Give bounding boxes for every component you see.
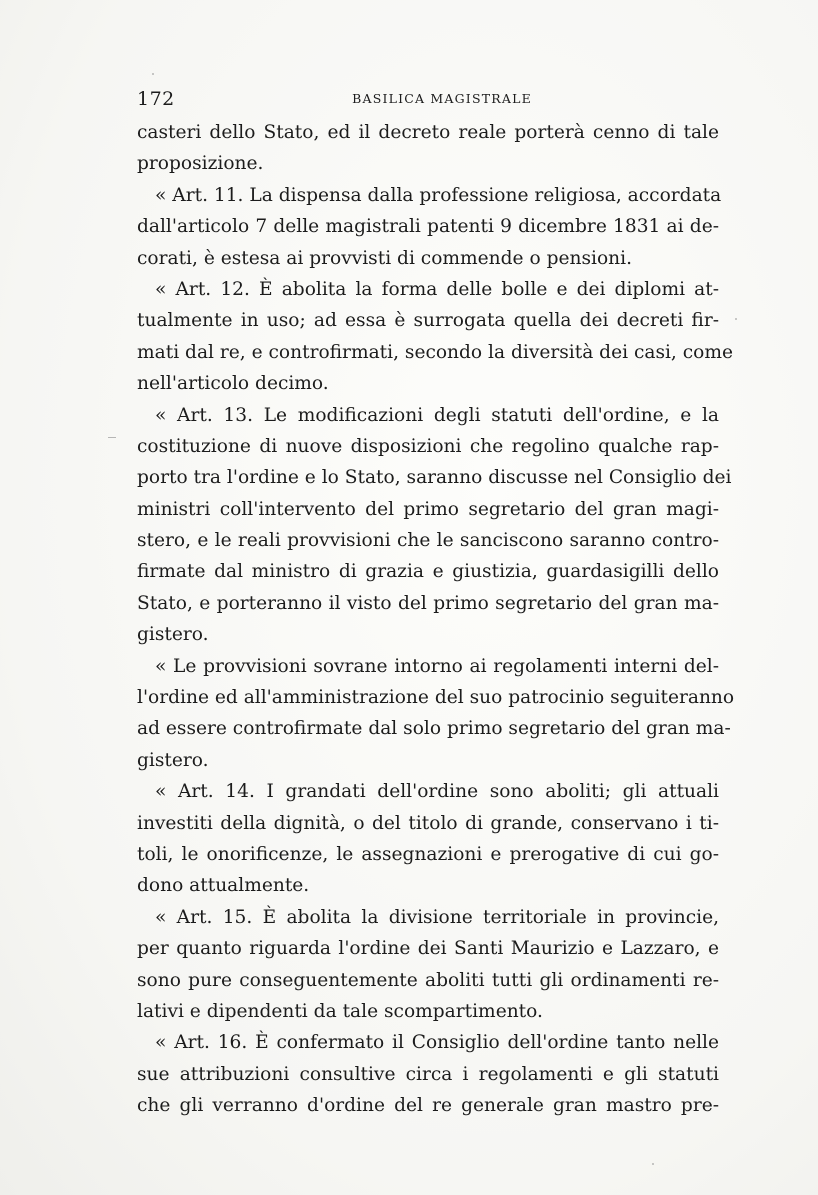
text-line: ministri coll'intervento del primo segretario del gran magi-	[137, 498, 719, 520]
paper-speck	[652, 1163, 654, 1165]
text-line: stero, e le reali provvisioni che le sanciscono saranno contro-	[137, 530, 719, 552]
body-text	[137, 117, 735, 1122]
page-header	[137, 88, 717, 112]
paper-speck	[735, 318, 737, 320]
text-line: nell'articolo decimo.	[137, 373, 329, 395]
paper-speck	[108, 437, 116, 438]
text-line: porto tra l'ordine e lo Stato, saranno discusse nel Consiglio dei	[137, 467, 732, 489]
text-line: mati dal re, e controfirmati, secondo la diversità dei casi, come	[137, 341, 733, 363]
text-line: gistero.	[137, 624, 209, 646]
paper-speck	[152, 73, 154, 75]
text-line: sue attribuzioni consultive circa i regolamenti e gli statuti	[137, 1063, 719, 1085]
page-number: 172	[137, 88, 175, 110]
text-line: Stato, e porteranno il visto del primo segretario del gran ma-	[137, 592, 719, 614]
text-line: « Art. 15. È abolita la divisione territoriale in provincie,	[155, 906, 719, 928]
text-line: lativi e dipendenti da tale scompartimento.	[137, 1000, 543, 1022]
text-line: investiti della dignità, o del titolo di grande, conservano i ti-	[137, 812, 719, 834]
text-line: « Art. 16. È confermato il Consiglio dell'ordine tanto nelle	[155, 1032, 719, 1054]
text-line: corati, è estesa ai provvisti di commende o pensioni.	[137, 247, 632, 269]
text-line: per quanto riguarda l'ordine dei Santi Maurizio e Lazzaro, e	[137, 938, 719, 960]
text-line: « Art. 13. Le modificazioni degli statuti dell'ordine, e la	[155, 404, 719, 426]
text-line: « Art. 12. È abolita la forma delle bolle e dei diplomi at-	[155, 278, 719, 300]
text-line: tualmente in uso; ad essa è surrogata quella dei decreti fir-	[137, 310, 719, 332]
text-line: dono attualmente.	[137, 875, 310, 897]
text-line: « Le provvisioni sovrane intorno ai regolamenti interni del-	[155, 655, 719, 677]
text-line: gistero.	[137, 749, 209, 771]
text-line: toli, le onorificenze, le assegnazioni e prerogative di cui go-	[137, 843, 719, 865]
text-line: sono pure conseguentemente aboliti tutti gli ordinamenti re-	[137, 969, 719, 991]
running-head: BASILICA MAGISTRALE	[352, 91, 532, 106]
text-line: l'ordine ed all'amministrazione del suo patrocinio seguiteranno	[137, 687, 735, 709]
text-line: « Art. 11. La dispensa dalla professione religiosa, accordata	[155, 184, 722, 206]
text-line: che gli verranno d'ordine del re generale gran mastro pre-	[137, 1095, 719, 1117]
text-line: « Art. 14. I grandati dell'ordine sono aboliti; gli attuali	[155, 781, 719, 803]
text-line: firmate dal ministro di grazia e giustizia, guardasigilli dello	[137, 561, 719, 583]
text-line: proposizione.	[137, 153, 264, 175]
text-line: ad essere controfirmate dal solo primo segretario del gran ma-	[137, 718, 731, 740]
text-line: dall'articolo 7 delle magistrali patenti 9 dicembre 1831 ai de-	[137, 216, 719, 238]
text-line: casteri dello Stato, ed il decreto reale porterà cenno di tale	[137, 122, 719, 143]
text-line: costituzione di nuove disposizioni che regolino qualche rap-	[137, 435, 719, 457]
